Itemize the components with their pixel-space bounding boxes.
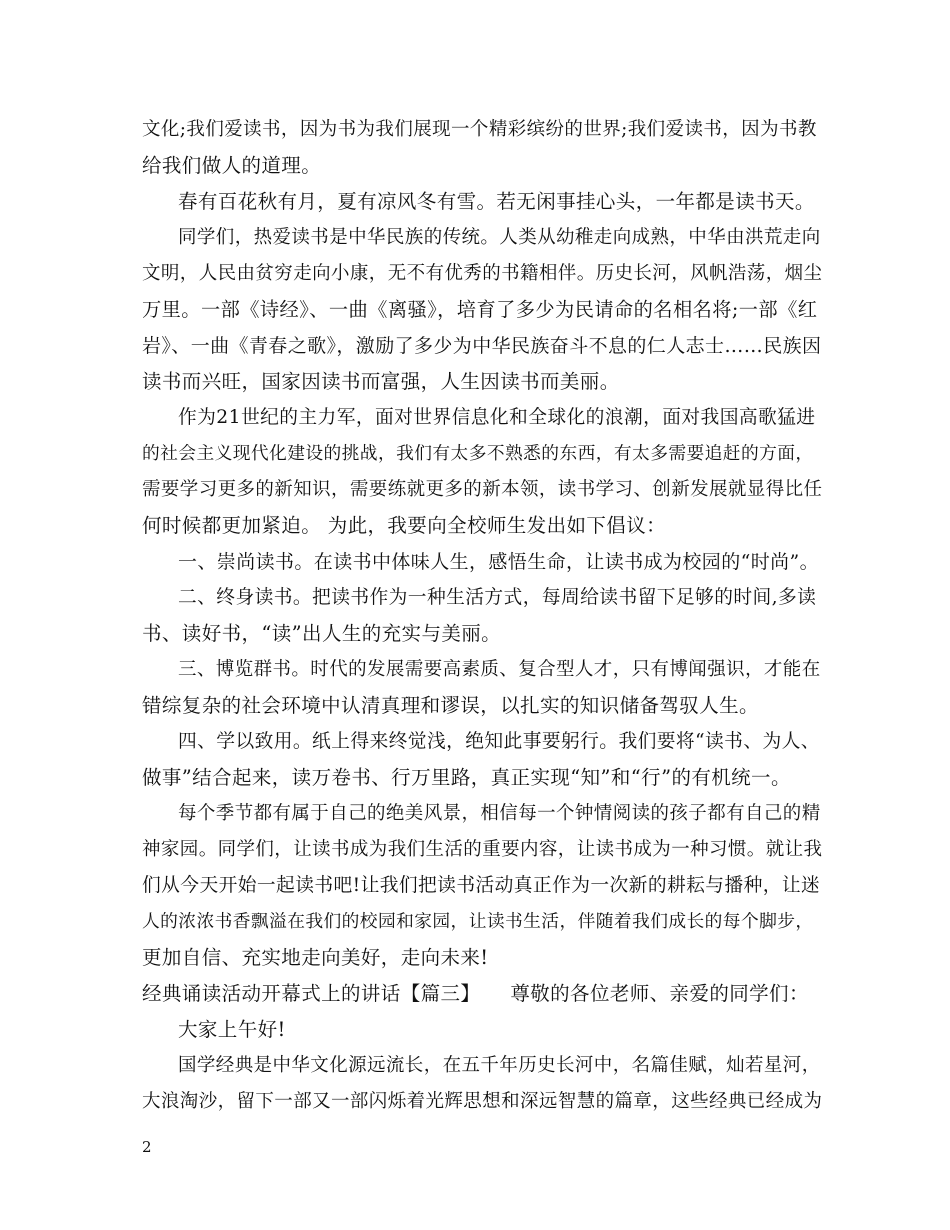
text-line: 文明，人民由贫穷走向小康，无不有优秀的书籍相伴。历史长河，风帆浩荡，烟尘 <box>142 263 823 284</box>
text-line: 大家上午好! <box>178 1018 286 1041</box>
text-line: 何时候都更加紧迫。 为此，我要向全校师生发出如下倡议： <box>142 514 666 537</box>
text-line: 神家园。同学们，让读书成为我们生活的重要内容，让读书成为一种习惯。就让我 <box>142 839 823 860</box>
text-line: 万里。一部《诗经》、一曲《离骚》，培育了多少为民请命的名相名将;一部《红 <box>142 298 818 321</box>
text-line: 二、终身读书。把读书作为一种生活方式，每周给读书留下足够的时间,多读 <box>178 587 817 608</box>
text-line: 同学们，热爱读书是中华民族的传统。人类从幼稚走向成熟，中华由洪荒走向 <box>178 227 821 248</box>
text-line: 错综复杂的社会环境中认清真理和谬误，以扎实的知识储备驾驭人生。 <box>142 694 759 717</box>
text-line: 做事”结合起来，读万卷书、行万里路，真正实现“知”和“行”的有机统一。 <box>142 766 791 789</box>
text-line: 读书而兴旺，国家因读书而富强，人生因读书而美丽。 <box>142 370 620 393</box>
text-line: 一、崇尚读书。在读书中体味人生，感悟生命，让读书成为校园的“时尚”。 <box>178 551 820 573</box>
text-line: 更加自信、充实地走向美好，走向未来! <box>142 946 489 969</box>
text-line: 作为21世纪的主力军，面对世界信息化和全球化的浪潮，面对我国高歌猛进 <box>178 407 816 428</box>
page-number: 2 <box>142 1138 152 1156</box>
text-line: 每个季节都有属于自己的绝美风景，相信每一个钟情阅读的孩子都有自己的精 <box>178 803 821 824</box>
text-line: 书、读好书，“读”出人生的充实与美丽。 <box>142 622 502 645</box>
text-line: 三、博览群书。时代的发展需要高素质、复合型人才，只有博闻强识，才能在 <box>178 659 821 680</box>
text-line: 人的浓浓书香飘溢在我们的校园和家园，让读书生活，伴随着我们成长的每个脚步， <box>142 912 814 932</box>
text-line: 的社会主义现代化建设的挑战，我们有太多不熟悉的东西，有太多需要追赶的方面， <box>142 444 814 464</box>
text-line: 需要学习更多的新知识，需要练就更多的新本领，读书学习、创新发展就显得比任 <box>142 479 823 500</box>
text-line: 四、学以致用。纸上得来终觉浅，绝知此事要躬行。我们要将“读书、为人、 <box>178 731 820 752</box>
text-line: 春有百花秋有月，夏有凉风冬有雪。若无闲事挂心头，一年都是读书天。 <box>178 190 815 213</box>
text-line: 大浪淘沙，留下一部又一部闪烁着光辉思想和深远智慧的篇章，这些经典已经成为 <box>142 1091 823 1112</box>
text-line: 给我们做人的道理。 <box>142 154 322 177</box>
text-line: 们从今天开始一起读书吧!让我们把读书活动真正作为一次新的耕耘与播种，让迷 <box>142 875 821 896</box>
section-heading-line: 经典诵读活动开幕式上的讲话【篇三】 尊敬的各位老师、亲爱的同学们： <box>142 982 809 1005</box>
text-line: 岩》、一曲《青春之歌》，激励了多少为中华民族奋斗不息的仁人志士……民族因 <box>142 335 822 357</box>
text-line: 国学经典是中华文化源远流长，在五千年历史长河中，名篇佳赋，灿若星河， <box>178 1055 821 1076</box>
text-line: 文化;我们爱读书，因为书为我们展现一个精彩缤纷的世界;我们爱读书，因为书教 <box>142 119 817 140</box>
